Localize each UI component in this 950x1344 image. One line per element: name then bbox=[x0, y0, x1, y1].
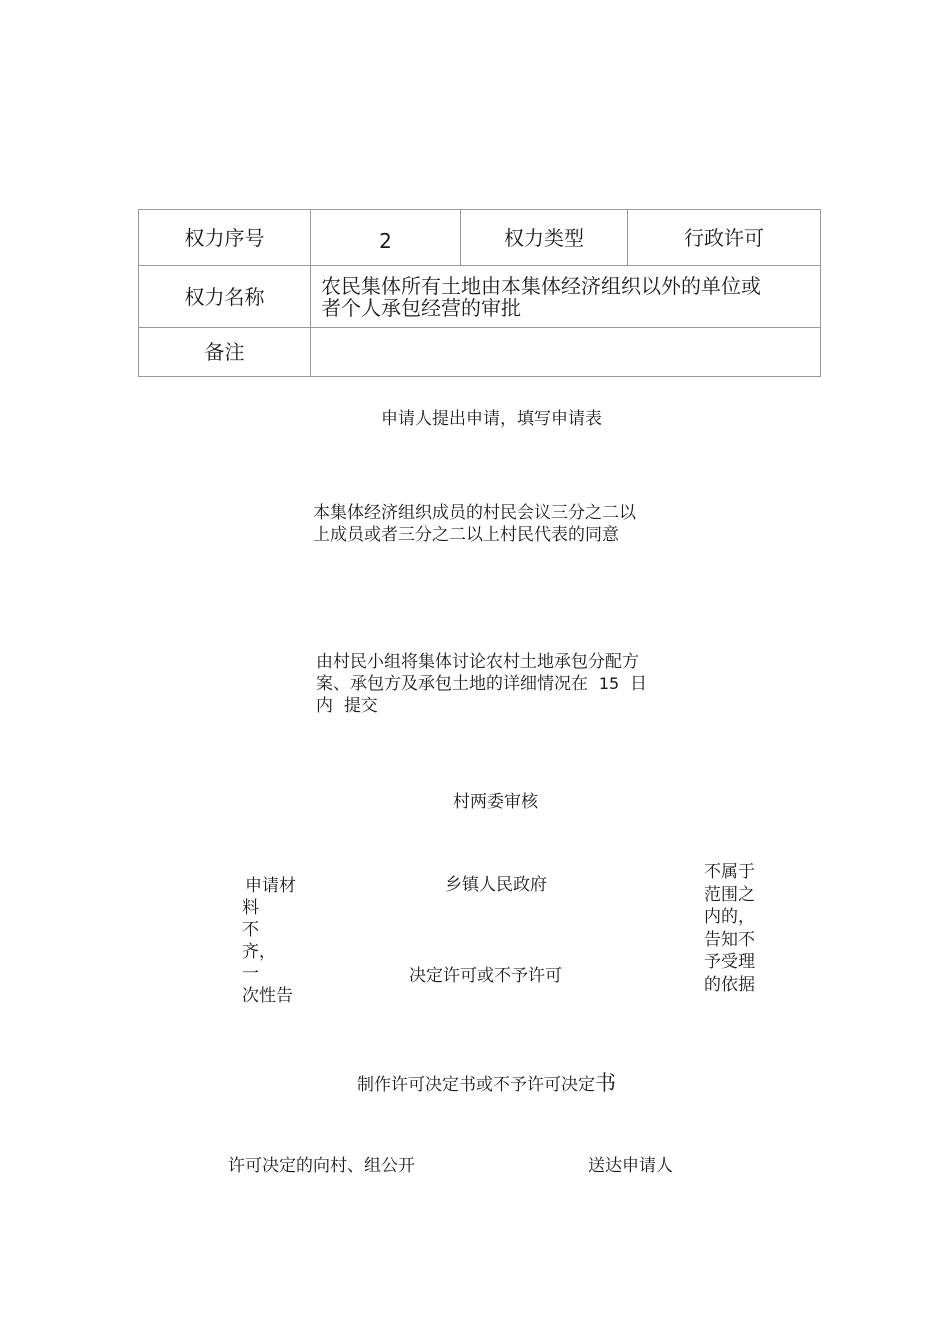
name-label: 权力名称 bbox=[139, 266, 311, 328]
flow-step-group-submit bbox=[316, 651, 647, 717]
group-submit-days: 15 bbox=[598, 674, 620, 693]
name-value bbox=[311, 266, 821, 328]
group-submit-text: 案、承包方及承包土地的详细情况在 bbox=[316, 674, 588, 694]
flow-note-incomplete-materials bbox=[242, 875, 296, 1007]
serial-value: 2 bbox=[311, 210, 461, 266]
flow-step-villager-consent bbox=[313, 502, 636, 546]
type-label: 权力类型 bbox=[461, 210, 628, 266]
flow-step-deliver-applicant: 送达申请人 bbox=[588, 1156, 673, 1176]
flow-note-out-of-scope bbox=[704, 861, 755, 996]
flow-step-group-submit-line3 bbox=[316, 695, 647, 717]
note-line: 不属于 bbox=[704, 862, 755, 882]
flow-step-make-decision-document bbox=[357, 1072, 616, 1096]
note-line: 料 bbox=[242, 898, 259, 918]
remark-label: 备注 bbox=[139, 328, 311, 377]
note-line: 范围之 bbox=[704, 884, 755, 905]
type-value: 行政许可 bbox=[628, 210, 821, 266]
note-line: 予受理 bbox=[704, 952, 755, 972]
note-line: 告知不 bbox=[704, 929, 755, 950]
table-row bbox=[139, 210, 821, 266]
flow-step-township-government: 乡镇人民政府 bbox=[445, 875, 547, 895]
make-decision-book: 书 bbox=[595, 1071, 616, 1095]
note-line: 不 bbox=[242, 920, 259, 940]
make-decision-text: 制作许可决定书或不予许可决定 bbox=[357, 1075, 595, 1095]
note-line: 内的， bbox=[704, 907, 755, 927]
flow-step-village-review: 村两委审核 bbox=[453, 792, 538, 812]
flow-step-group-submit-line1: 由村民小组将集体讨论农村土地承包分配方 bbox=[316, 652, 639, 672]
group-submit-day-unit: 日 bbox=[629, 674, 647, 694]
serial-label: 权力序号 bbox=[139, 210, 311, 266]
power-info-table bbox=[138, 209, 821, 377]
note-line: 齐， bbox=[242, 942, 276, 962]
flow-step-villager-consent-line2: 上成员或者三分之二以上村民代表的同意 bbox=[313, 525, 619, 545]
note-line: 申请材 bbox=[245, 876, 296, 896]
table-row bbox=[139, 328, 821, 377]
table-row bbox=[139, 266, 821, 328]
group-submit-within: 内 bbox=[316, 696, 333, 716]
flow-step-decision: 决定许可或不予许可 bbox=[409, 966, 562, 986]
flow-step-apply: 申请人提出申请，填写申请表 bbox=[381, 409, 602, 429]
note-line: 的依据 bbox=[704, 974, 755, 995]
flow-step-group-submit-line2 bbox=[316, 673, 647, 695]
group-submit-submit: 提交 bbox=[343, 696, 378, 716]
flow-step-public-announcement: 许可决定的向村、组公开 bbox=[228, 1156, 415, 1176]
note-line: 一 bbox=[242, 964, 259, 984]
name-value-line2: 者个人承包经营的审批 bbox=[321, 295, 521, 320]
note-line: 次性告 bbox=[242, 986, 293, 1006]
name-value-line1: 农民集体所有土地由本集体经济组织以外的单位或 bbox=[321, 273, 761, 298]
remark-value bbox=[311, 328, 821, 377]
flow-step-villager-consent-line1: 本集体经济组织成员的村民会议三分之二以 bbox=[313, 503, 636, 523]
